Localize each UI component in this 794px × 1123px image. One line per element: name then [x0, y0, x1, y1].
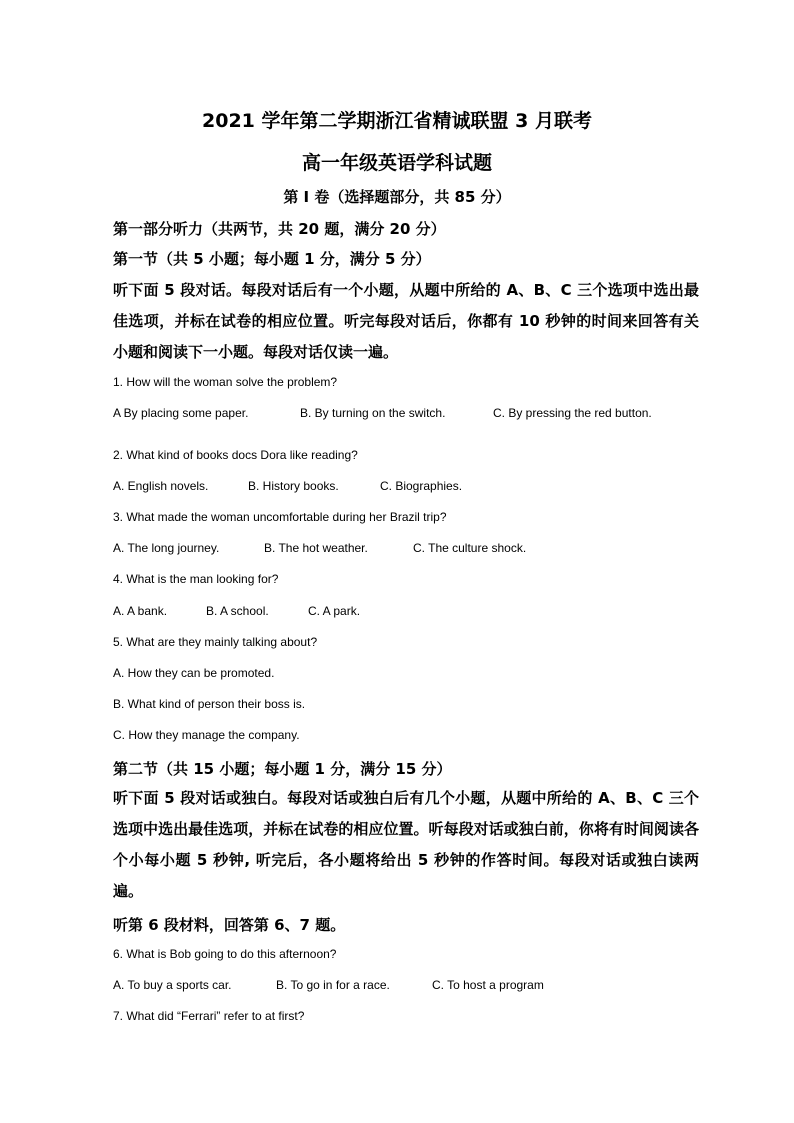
section1-instructions: 听下面 5 段对话。每段对话后有一个小题，从题中所给的 A、B、C 三个选项中选出最佳选项，并标在试卷的相应位置。听完每段对话后，你都有 10 秒钟的时间来回答有关小题和阅读下一小题。每段对话仅读一遍。 — [113, 281, 699, 361]
q6-option-a: A. To buy a sports car. — [113, 978, 232, 992]
q4-option-a: A. A bank. — [113, 604, 168, 618]
question-6: 6. What is Bob going to do this afternoon? — [113, 947, 337, 961]
q6-option-c: C. To host a program — [432, 978, 544, 992]
q5-option-a: A. How they can be promoted. — [113, 666, 275, 680]
q2-option-c: C. Biographies. — [380, 479, 463, 493]
q2-option-a: A. English novels. — [113, 479, 209, 493]
question-7: 7. What did “Ferrari” refer to at first? — [113, 1009, 305, 1023]
volume-heading: 第 I 卷（选择题部分，共 85 分） — [283, 188, 511, 206]
question-1: 1. How will the woman solve the problem? — [113, 375, 338, 389]
section2-instructions: 听下面 5 段对话或独白。每段对话或独白后有几个小题，从题中所给的 A、B、C 三个选项中选出最佳选项，并标在试卷的相应位置。听每段对话或独白前，你将有时间阅读各个小每小题 5 秒钟, 听完后，各小题将给出 5 秒钟的作答时间。每段对话或独白读两遍。 — [113, 789, 699, 900]
q5-option-b: B. What kind of person their boss is. — [113, 697, 306, 711]
q3-option-c: C. The culture shock. — [413, 541, 527, 555]
q1-option-b: B. By turning on the switch. — [300, 406, 446, 420]
material-6-heading: 听第 6 段材料，回答第 6、7 题。 — [113, 916, 346, 934]
q4-option-c: C. A park. — [308, 604, 361, 618]
part1-heading: 第一部分听力（共两节，共 20 题，满分 20 分） — [113, 220, 446, 238]
question-4: 4. What is the man looking for? — [113, 572, 279, 586]
q1-option-a: A By placing some paper. — [113, 406, 249, 420]
section1-heading: 第一节（共 5 小题；每小题 1 分，满分 5 分） — [113, 250, 431, 268]
q3-option-a: A. The long journey. — [113, 541, 220, 555]
q3-option-b: B. The hot weather. — [264, 541, 368, 555]
q5-option-c: C. How they manage the company. — [113, 728, 300, 742]
q1-option-c: C. By pressing the red button. — [493, 406, 652, 420]
question-2: 2. What kind of books docs Dora like reading? — [113, 448, 358, 462]
q2-option-b: B. History books. — [248, 479, 339, 493]
section2-heading: 第二节（共 15 小题；每小题 1 分，满分 15 分） — [113, 760, 452, 778]
question-5: 5. What are they mainly talking about? — [113, 635, 318, 649]
exam-subtitle: 高一年级英语学科试题 — [301, 152, 492, 174]
q4-option-b: B. A school. — [206, 604, 269, 618]
q6-option-b: B. To go in for a race. — [276, 978, 390, 992]
question-3: 3. What made the woman uncomfortable during her Brazil trip? — [113, 510, 447, 524]
exam-title: 2021 学年第二学期浙江省精诚联盟 3 月联考 — [202, 110, 592, 132]
